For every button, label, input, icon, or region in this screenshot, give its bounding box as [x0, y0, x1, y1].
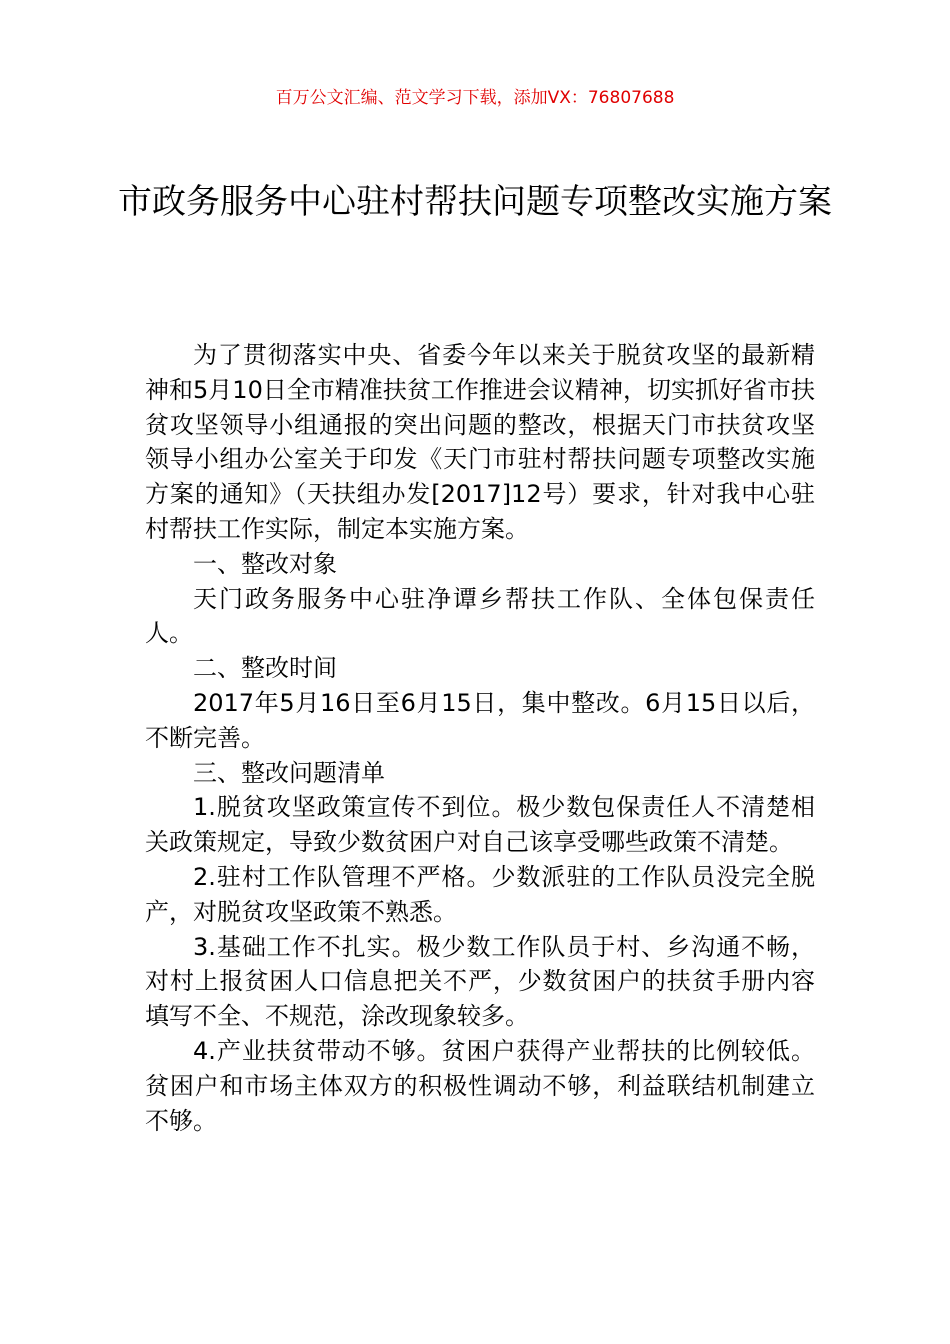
- target-paragraph: 天门政务服务中心驻净谭乡帮扶工作队、全体包保责任人。: [145, 584, 815, 648]
- issue-item-3: 3.基础工作不扎实。极少数工作队员于村、乡沟通不畅，对村上报贫困人口信息把关不严，少数贫困户的扶贫手册内容填写不全、不规范，涂改现象较多。: [145, 932, 815, 1031]
- document-body: [145, 338, 815, 1138]
- section-heading-time: 二、整改时间: [193, 654, 337, 683]
- issue-item-1: 1.脱贫攻坚政策宣传不到位。极少数包保责任人不清楚相关政策规定，导致少数贫困户对自己该享受哪些政策不清楚。: [145, 793, 815, 857]
- issue-item-4: 4.产业扶贫带动不够。贫困户获得产业帮扶的比例较低。贫困户和市场主体双方的积极性调动不够，利益联结机制建立不够。: [145, 1036, 815, 1135]
- intro-paragraph: 为了贯彻落实中央、省委今年以来关于脱贫攻坚的最新精神和5月10日全市精准扶贫工作推进会议精神，切实抓好省市扶贫攻坚领导小组通报的突出问题的整改，根据天门市扶贫攻坚领导小组办公室关于印发《天门市驻村帮扶问题专项整改实施方案的通知》（天扶组办发[2017]12号）要求，针对我中心驻村帮扶工作实际，制定本实施方案。: [145, 341, 815, 543]
- watermark-banner: 百万公文汇编、范文学习下载，添加VX：76807688: [275, 88, 675, 108]
- issue-item-2: 2.驻村工作队管理不严格。少数派驻的工作队员没完全脱产，对脱贫攻坚政策不熟悉。: [145, 862, 815, 926]
- time-paragraph: 2017年5月16日至6月15日，集中整改。6月15日以后，不断完善。: [145, 688, 815, 752]
- section-heading-target: 一、整改对象: [193, 549, 337, 578]
- document-title: 市政务服务中心驻村帮扶问题专项整改实施方案: [118, 182, 832, 222]
- section-heading-issues: 三、整改问题清单: [193, 758, 385, 787]
